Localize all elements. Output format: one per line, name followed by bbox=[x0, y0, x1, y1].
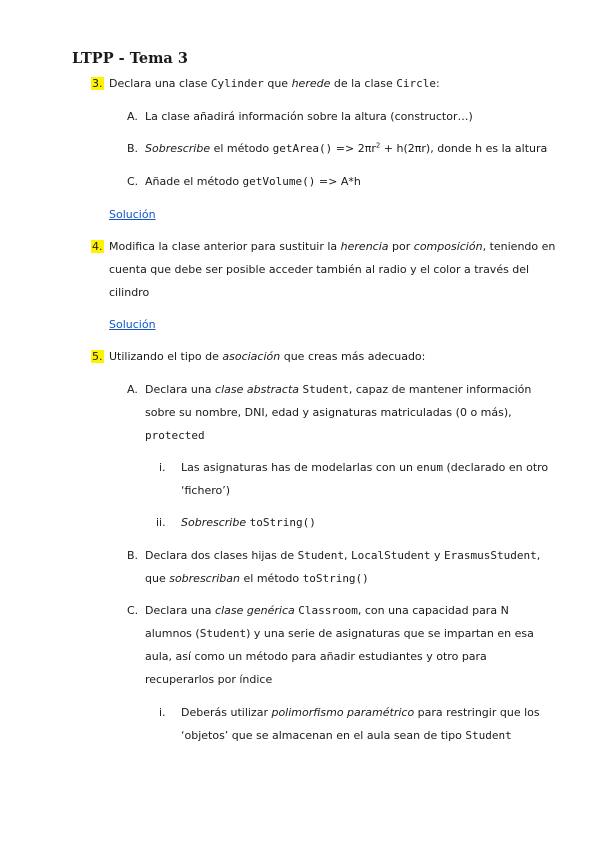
question-4-line-2: cuenta que debe ser posible acceder también al radio y el color a través del bbox=[109, 263, 530, 276]
item-5a-line-2: sobre su nombre, DNI, edad y asignaturas matriculadas (0 o más), bbox=[145, 406, 512, 419]
item-5a-i-line-1: Las asignaturas has de modelarlas con un enum (declarado en otro bbox=[181, 461, 549, 474]
item-5a-line-3: protected bbox=[145, 429, 205, 442]
item-marker-5a: A. bbox=[127, 383, 138, 396]
item-marker-5b: B. bbox=[127, 549, 139, 562]
page-title: LTPP - Tema 3 bbox=[72, 50, 188, 67]
item-3c-text: Añade el método getVolume() => A*h bbox=[145, 175, 361, 188]
item-marker-5c: C. bbox=[127, 604, 139, 617]
item-3b-text: Sobrescribe el método getArea() => $2\pi r^2 + h(2\pi r)$, donde h es la altura bbox=[145, 141, 548, 155]
question-5-text: Utilizando el tipo de asociación que creas más adecuado: bbox=[109, 350, 426, 363]
solution-link-4[interactable]: Solución bbox=[109, 318, 156, 331]
item-5c-i-line-1: Deberás utilizar polimorfismo paramétrico para restringir que los bbox=[181, 706, 540, 719]
question-4-line-3: cilindro bbox=[109, 286, 150, 299]
item-marker-5c-i: i. bbox=[159, 706, 166, 719]
item-5c-i-line-2: ‘objetos’ que se almacenan en el aula sean de tipo Student bbox=[181, 729, 512, 742]
item-5c-line-1: Declara una clase genérica Classroom, con una capacidad para N bbox=[145, 604, 509, 617]
question-number-5: 5. bbox=[92, 350, 103, 363]
item-marker-5a-ii: ii. bbox=[156, 516, 166, 529]
item-5a-ii-text: Sobrescribe toString() bbox=[181, 516, 316, 529]
item-marker-3a: A. bbox=[127, 110, 138, 123]
item-marker-3c: C. bbox=[127, 175, 139, 188]
question-number-4: 4. bbox=[92, 240, 103, 253]
item-5b-line-1: Declara dos clases hijas de Student, LocalStudent y ErasmusStudent, bbox=[145, 549, 541, 562]
item-5b-line-2: que sobrescriban el método toString() bbox=[145, 572, 369, 585]
item-marker-5a-i: i. bbox=[159, 461, 166, 474]
item-5a-i-line-2: ‘fichero’) bbox=[181, 484, 231, 497]
item-5c-line-4: recuperarlos por índice bbox=[145, 673, 273, 686]
item-5a-line-1: Declara una clase abstracta Student, capaz de mantener información bbox=[145, 383, 532, 396]
question-4-line-1: Modifica la clase anterior para sustituir la herencia por composición, teniendo en bbox=[109, 240, 556, 253]
solution-link-3[interactable]: Solución bbox=[109, 208, 156, 221]
item-marker-3b: B. bbox=[127, 142, 139, 155]
item-5c-line-3: aula, así como un método para añadir estudiantes y otro para bbox=[145, 650, 487, 663]
item-5c-line-2: alumnos (Student) y una serie de asignaturas que se impartan en esa bbox=[145, 627, 534, 640]
question-number-3: 3. bbox=[92, 77, 103, 90]
question-3-text: Declara una clase Cylinder que herede de la clase Circle: bbox=[109, 77, 440, 90]
item-3a-text: La clase añadirá información sobre la altura (constructor…) bbox=[145, 110, 473, 123]
